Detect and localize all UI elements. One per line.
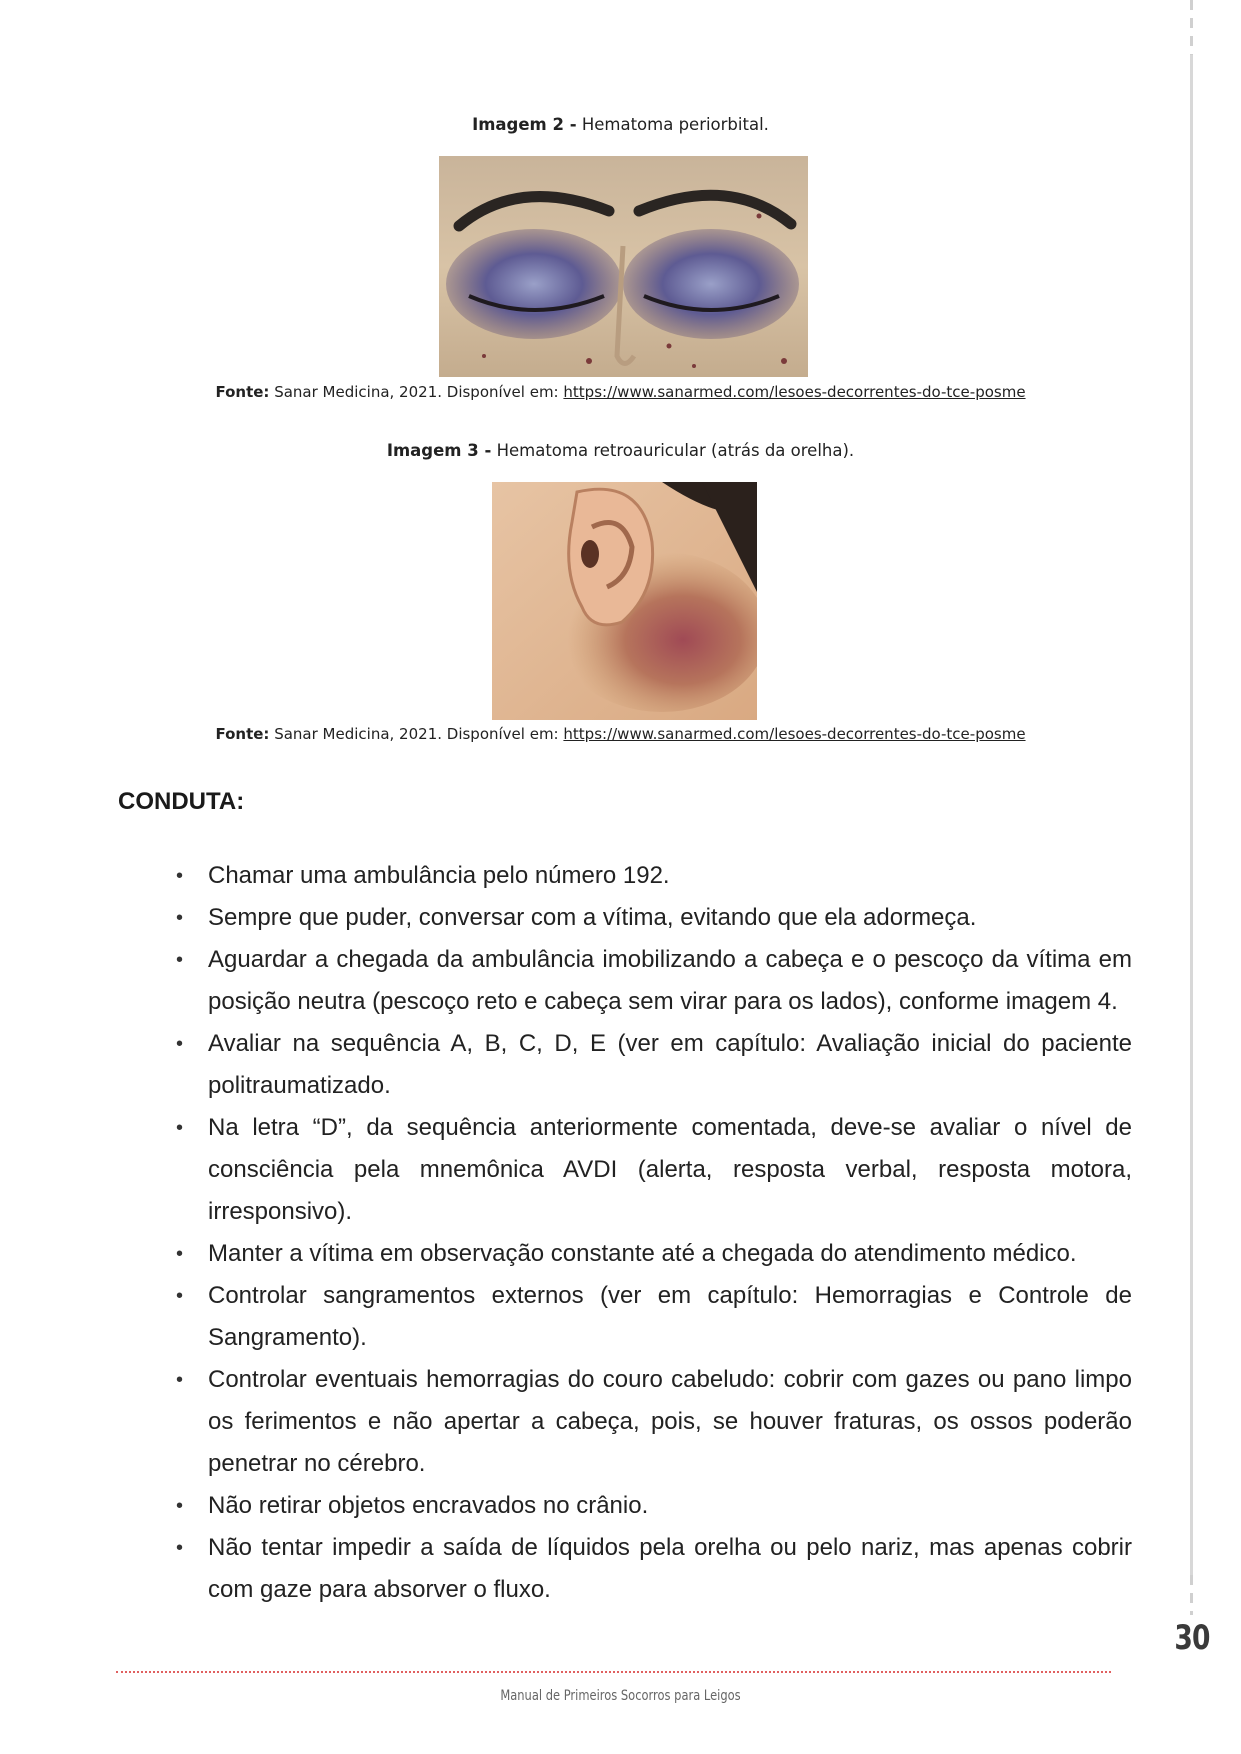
figure-2-source-label: Fonte: bbox=[215, 383, 270, 401]
figure-2-source-text: Sanar Medicina, 2021. Disponível em: bbox=[274, 383, 559, 401]
figure-3-caption bbox=[0, 441, 1241, 460]
list-item: • Aguardar a chegada da ambulância imobilizando a cabeça e o pescoço da vítima em posição neutra (pescoço reto e cabeça sem virar para os lados), conforme imagem 4. bbox=[172, 939, 1132, 1023]
list-item: • Na letra “D”, da sequência anteriormente comentada, deve-se avaliar o nível de consciência pela mnemônica AVDI (alerta, resposta verbal, resposta motora, irresponsivo). bbox=[172, 1107, 1132, 1233]
figure-3-source-label: Fonte: bbox=[215, 725, 270, 743]
figure-2-caption-text: Hematoma periorbital. bbox=[581, 115, 769, 134]
list-item: • Avaliar na sequência A, B, C, D, E (ver em capítulo: Avaliação inicial do paciente politraumatizado. bbox=[172, 1023, 1132, 1107]
figure-2-caption-label: Imagem 2 - bbox=[472, 115, 577, 134]
footer-divider bbox=[116, 1671, 1111, 1673]
list-item: • Não tentar impedir a saída de líquidos pela orelha ou pelo nariz, mas apenas cobrir com gaze para absorver o fluxo. bbox=[172, 1527, 1132, 1611]
conduct-list bbox=[172, 855, 1132, 1611]
side-rule-dashed-bottom bbox=[1190, 1575, 1193, 1615]
figure-3-caption-text: Hematoma retroauricular (atrás da orelha). bbox=[496, 441, 855, 460]
list-item: • Sempre que puder, conversar com a vítima, evitando que ela adormeça. bbox=[172, 897, 1132, 939]
figure-3-source bbox=[0, 725, 1241, 743]
list-item: • Controlar sangramentos externos (ver em capítulo: Hemorragias e Controle de Sangramento). bbox=[172, 1275, 1132, 1359]
figure-2-source bbox=[0, 383, 1241, 401]
footer-title: Manual de Primeiros Socorros para Leigos bbox=[500, 1688, 741, 1704]
list-item: • Não retirar objetos encravados no crânio. bbox=[172, 1485, 1132, 1527]
periorbital-hematoma-image bbox=[439, 156, 808, 377]
list-item: • Manter a vítima em observação constante até a chegada do atendimento médico. bbox=[172, 1233, 1132, 1275]
side-rule-dashed-top bbox=[1190, 0, 1193, 55]
figure-3-source-text: Sanar Medicina, 2021. Disponível em: bbox=[274, 725, 559, 743]
figure-3-source-link[interactable]: https://www.sanarmed.com/lesoes-decorrentes-do-tce-posme bbox=[563, 725, 1026, 743]
page-number: 30 bbox=[1174, 1618, 1210, 1658]
list-item: • Controlar eventuais hemorragias do couro cabeludo: cobrir com gazes ou pano limpo os ferimentos e não apertar a cabeça, pois, se houver fraturas, os ossos poderão penetrar no cérebro. bbox=[172, 1359, 1132, 1485]
section-heading: CONDUTA: bbox=[118, 788, 245, 815]
figure-3-caption-label: Imagem 3 - bbox=[386, 441, 492, 460]
side-rule bbox=[1190, 55, 1193, 1575]
figure-2-source-link[interactable]: https://www.sanarmed.com/lesoes-decorrentes-do-tce-posme bbox=[563, 383, 1026, 401]
retroauricular-hematoma-image bbox=[492, 482, 757, 720]
list-item: • Chamar uma ambulância pelo número 192. bbox=[172, 855, 1132, 897]
figure-2-caption bbox=[0, 115, 1241, 134]
